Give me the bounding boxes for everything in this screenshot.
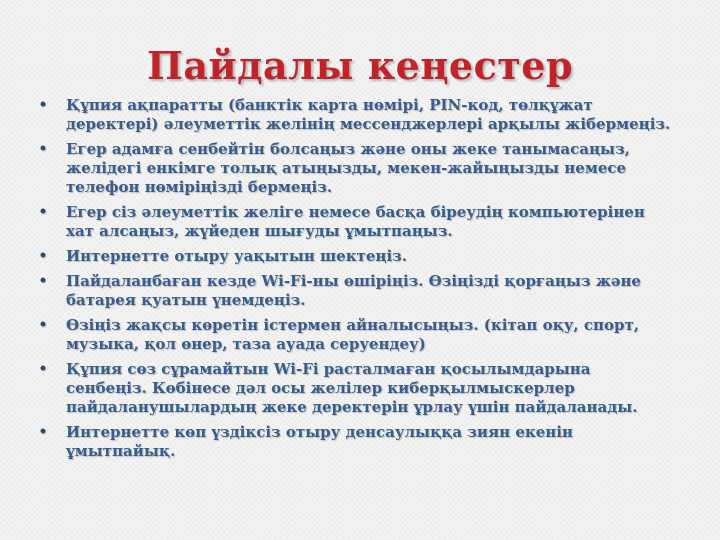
list-item-text: Егер адамға сенбейтін болсаңыз және оны жеке танымасаңыз, желідегі енкімге толық атыңызды, мекен-жайыңызды немесе телефон нөміріңізді бермеңіз. [66, 140, 630, 196]
bullet-icon: • [38, 273, 48, 289]
list-item [36, 316, 676, 354]
list-item-text: Өзіңіз жақсы көретін істермен айналысыңыз. (кітап оқу, спорт, музыка, қол өнер, таза ауада серуендеу) [66, 316, 639, 353]
bullet-icon: • [38, 317, 48, 333]
list-item [36, 272, 676, 310]
list-item [36, 203, 676, 241]
bullet-icon: • [38, 97, 48, 113]
list-item-text: Интернетте отыру уақытын шектеңіз. [66, 247, 407, 265]
list-item [36, 247, 676, 266]
list-item-text: Интернетте көп үздіксіз отыру денсаулыққа зиян екенін ұмытпайық. [66, 423, 573, 460]
bullet-icon: • [38, 141, 48, 157]
bullet-icon: • [38, 248, 48, 264]
bullet-icon: • [38, 361, 48, 377]
list-item-text: Құпия ақпаратты (банктік карта нөмірі, PIN-код, төлқұжат деректері) әлеуметтік желінің мессенджерлері арқылы жібермеңіз. [66, 96, 671, 133]
bullet-icon: • [38, 204, 48, 220]
list-item-text: Егер сіз әлеуметтік желіге немесе басқа біреудің компьютерінен хат алсаңыз, жүйеден шығуды ұмытпаңыз. [66, 203, 645, 240]
list-item [36, 140, 676, 197]
list-item [36, 96, 676, 134]
list-item-text: Пайдаланбаған кезде Wi-Fi-ны өшіріңіз. Өзіңізді қорғаңыз және батарея қуатын үнемдеңіз. [66, 272, 641, 309]
list-item [36, 423, 676, 461]
tips-list [36, 96, 676, 467]
list-item [36, 360, 676, 417]
slide-title: Пайдалы кеңестер [146, 43, 574, 88]
bullet-icon: • [38, 424, 48, 440]
list-item-text: Құпия сөз сұрамайтын Wi-Fi расталмаған қосылымдарына сенбеңіз. Көбінесе дәл осы желілер киберқылмыскерлер пайдаланушылардың жеке деректерін ұрлау үшін пайдаланады. [66, 360, 638, 416]
